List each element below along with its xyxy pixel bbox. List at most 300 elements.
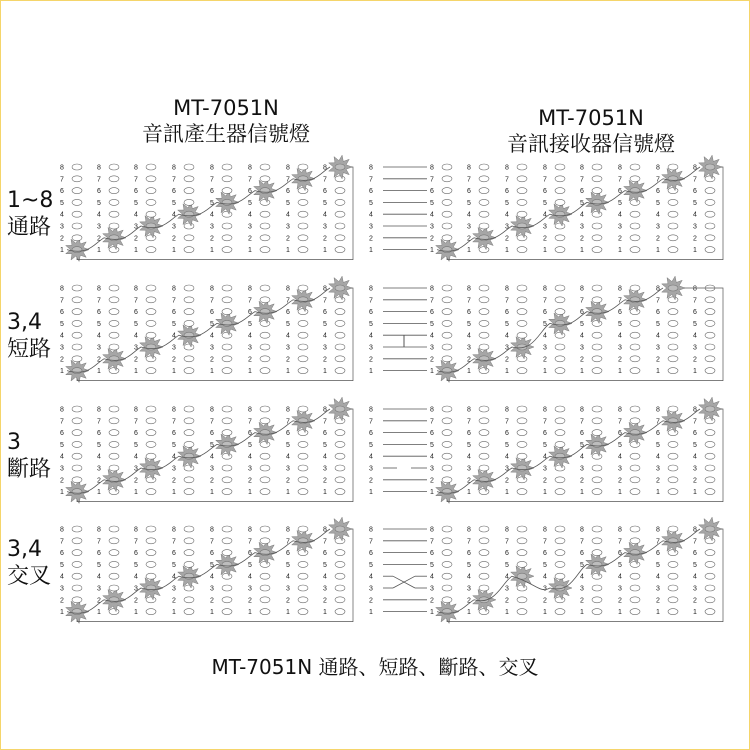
generator-model: MT-7051N	[173, 96, 279, 120]
generator-led	[335, 235, 345, 241]
generator-led	[298, 609, 308, 615]
receiver-pin-number: 8	[618, 406, 622, 414]
cable-left-pin: 5	[369, 199, 373, 207]
generator-led	[222, 235, 232, 241]
receiver-led	[630, 465, 640, 471]
generator-pin-number: 7	[286, 418, 290, 426]
receiver-led	[555, 489, 565, 495]
generator-led	[335, 356, 345, 362]
generator-led	[222, 356, 232, 362]
receiver-pin-number: 5	[430, 199, 434, 207]
generator-led	[146, 585, 156, 591]
generator-led	[72, 465, 82, 471]
receiver-led	[442, 609, 452, 615]
generator-pin-number: 5	[210, 199, 214, 207]
generator-pin-number: 4	[97, 211, 101, 219]
generator-title: 音訊產生器信號燈	[142, 122, 310, 146]
generator-pin-number: 2	[172, 356, 176, 364]
generator-pin-number: 3	[172, 223, 176, 231]
receiver-pin-number: 6	[656, 188, 660, 196]
generator-pin-number: 1	[323, 489, 327, 497]
generator-pin-number: 4	[323, 453, 327, 461]
receiver-led	[517, 441, 527, 447]
receiver-led	[630, 550, 640, 556]
generator-led	[72, 188, 82, 194]
generator-led	[222, 176, 232, 182]
generator-led	[146, 223, 156, 229]
generator-led	[335, 188, 345, 194]
receiver-pin-number: 6	[543, 430, 547, 438]
generator-led	[146, 247, 156, 253]
receiver-led	[517, 164, 527, 170]
receiver-pin-number: 2	[693, 356, 697, 364]
generator-led	[260, 188, 270, 194]
generator-led	[222, 199, 232, 205]
receiver-pin-number: 5	[505, 561, 509, 569]
receiver-led	[592, 465, 602, 471]
receiver-pin-number: 5	[467, 320, 471, 328]
generator-pin-number: 8	[172, 285, 176, 293]
generator-pin-number: 6	[210, 309, 214, 317]
generator-pin-number: 6	[172, 550, 176, 558]
receiver-pin-number: 7	[618, 418, 622, 426]
receiver-pin-number: 3	[656, 223, 660, 231]
receiver-pin-number: 6	[656, 550, 660, 558]
generator-led	[260, 573, 270, 579]
receiver-led	[517, 199, 527, 205]
receiver-led	[555, 309, 565, 315]
generator-pin-number: 2	[134, 356, 138, 364]
receiver-pin-number: 1	[543, 609, 547, 617]
generator-led	[222, 188, 232, 194]
receiver-pin-number: 7	[543, 176, 547, 184]
receiver-pin-number: 8	[505, 285, 509, 293]
receiver-pin-number: 4	[618, 332, 622, 340]
generator-led	[222, 550, 232, 556]
receiver-led	[479, 489, 489, 495]
receiver-led	[592, 235, 602, 241]
receiver-pin-number: 7	[618, 297, 622, 305]
receiver-led	[630, 344, 640, 350]
generator-pin-number: 6	[210, 550, 214, 558]
generator-pin-number: 8	[323, 406, 327, 414]
generator-pin-number: 8	[323, 164, 327, 172]
generator-led	[72, 441, 82, 447]
receiver-led	[630, 247, 640, 253]
receiver-led	[442, 561, 452, 567]
generator-pin-number: 6	[97, 309, 101, 317]
generator-led	[109, 561, 119, 567]
receiver-pin-number: 6	[505, 430, 509, 438]
generator-pin-number: 7	[134, 418, 138, 426]
generator-led	[184, 526, 194, 532]
generator-pin-number: 4	[286, 332, 290, 340]
generator-pin-number: 4	[248, 211, 252, 219]
generator-pin-number: 2	[172, 477, 176, 485]
receiver-led	[442, 309, 452, 315]
receiver-pin-number: 3	[505, 585, 509, 593]
generator-pin-number: 1	[323, 368, 327, 376]
receiver-pin-number: 7	[580, 176, 584, 184]
cable-left-pin: 7	[369, 297, 373, 305]
generator-pin-number: 1	[210, 489, 214, 497]
receiver-led	[630, 164, 640, 170]
generator-pin-number: 5	[323, 199, 327, 207]
generator-led	[260, 356, 270, 362]
receiver-led	[555, 430, 565, 436]
generator-led	[222, 344, 232, 350]
receiver-led	[705, 247, 715, 253]
generator-led	[335, 561, 345, 567]
receiver-led	[442, 585, 452, 591]
receiver-led	[705, 477, 715, 483]
generator-pin-number: 6	[323, 430, 327, 438]
generator-led	[335, 538, 345, 544]
receiver-pin-number: 6	[580, 550, 584, 558]
receiver-pin-number: 3	[580, 344, 584, 352]
generator-pin-number: 8	[60, 164, 64, 172]
receiver-pin-number: 2	[430, 356, 434, 364]
generator-led	[335, 176, 345, 182]
receiver-led	[517, 235, 527, 241]
generator-led	[72, 297, 82, 303]
receiver-pin-number: 3	[693, 465, 697, 473]
generator-led	[222, 585, 232, 591]
receiver-pin-number: 8	[693, 285, 697, 293]
generator-led	[260, 344, 270, 350]
receiver-pin-number: 4	[580, 573, 584, 581]
receiver-pin-number: 1	[618, 489, 622, 497]
receiver-sequence-path	[437, 164, 700, 251]
generator-led	[109, 526, 119, 532]
receiver-pin-number: 3	[580, 585, 584, 593]
generator-pin-number: 4	[172, 332, 176, 340]
receiver-led	[517, 418, 527, 424]
generator-led	[260, 199, 270, 205]
receiver-led	[479, 418, 489, 424]
generator-led	[146, 188, 156, 194]
receiver-pin-number: 7	[467, 538, 471, 546]
receiver-led	[517, 561, 527, 567]
generator-led	[298, 406, 308, 412]
generator-led	[298, 344, 308, 350]
generator-led	[335, 164, 345, 170]
receiver-led	[442, 332, 452, 338]
receiver-led	[668, 430, 678, 436]
generator-pin-number: 8	[210, 285, 214, 293]
receiver-pin-number: 8	[543, 164, 547, 172]
generator-led	[146, 164, 156, 170]
receiver-led	[630, 489, 640, 495]
generator-led	[109, 609, 119, 615]
receiver-pin-number: 5	[430, 561, 434, 569]
receiver-led	[592, 489, 602, 495]
receiver-led	[517, 309, 527, 315]
receiver-led	[517, 285, 527, 291]
receiver-pin-number: 5	[580, 320, 584, 328]
generator-pin-number: 8	[248, 526, 252, 534]
generator-pin-number: 8	[134, 406, 138, 414]
receiver-led	[517, 477, 527, 483]
generator-pin-number: 4	[172, 573, 176, 581]
generator-pin-number: 1	[286, 247, 290, 255]
receiver-led	[555, 573, 565, 579]
generator-led	[335, 550, 345, 556]
generator-pin-number: 8	[172, 406, 176, 414]
receiver-led	[517, 465, 527, 471]
generator-pin-number: 6	[248, 188, 252, 196]
receiver-led	[630, 609, 640, 615]
receiver-led	[705, 332, 715, 338]
generator-pin-number: 8	[97, 526, 101, 534]
receiver-led	[592, 441, 602, 447]
receiver-led	[668, 332, 678, 338]
cable-left-pin: 8	[369, 164, 373, 172]
receiver-pin-number: 1	[693, 368, 697, 376]
cable-left-pin: 6	[369, 550, 373, 558]
generator-led	[146, 418, 156, 424]
generator-led	[146, 453, 156, 459]
generator-pin-number: 7	[286, 538, 290, 546]
cable-left-pin: 6	[369, 430, 373, 438]
generator-led	[184, 211, 194, 217]
cable-left-pin: 7	[369, 538, 373, 546]
receiver-pin-number: 7	[430, 176, 434, 184]
generator-pin-number: 6	[97, 550, 101, 558]
generator-led	[72, 453, 82, 459]
receiver-led	[442, 368, 452, 374]
generator-led	[335, 609, 345, 615]
receiver-led	[630, 309, 640, 315]
receiver-led	[668, 356, 678, 362]
receiver-led	[555, 332, 565, 338]
generator-pin-number: 3	[323, 585, 327, 593]
receiver-led	[630, 418, 640, 424]
receiver-led	[479, 406, 489, 412]
generator-pin-number: 1	[248, 489, 252, 497]
receiver-pin-number: 3	[618, 344, 622, 352]
generator-pin-number: 3	[248, 585, 252, 593]
generator-pin-number: 6	[172, 430, 176, 438]
generator-led	[222, 247, 232, 253]
generator-led	[146, 573, 156, 579]
receiver-pin-number: 3	[430, 344, 434, 352]
receiver-led	[517, 297, 527, 303]
receiver-led	[442, 356, 452, 362]
receiver-pin-number: 3	[693, 223, 697, 231]
generator-led	[109, 176, 119, 182]
receiver-led	[630, 573, 640, 579]
receiver-pin-number: 2	[693, 477, 697, 485]
generator-pin-number: 7	[172, 418, 176, 426]
receiver-led	[479, 320, 489, 326]
receiver-pin-number: 3	[467, 465, 471, 473]
generator-pin-number: 8	[134, 526, 138, 534]
receiver-led	[555, 526, 565, 532]
receiver-led	[705, 211, 715, 217]
receiver-pin-number: 1	[580, 489, 584, 497]
receiver-pin-number: 8	[430, 164, 434, 172]
generator-led	[222, 418, 232, 424]
generator-pin-number: 5	[97, 441, 101, 449]
cable-left-pin: 2	[369, 235, 373, 243]
receiver-led	[630, 597, 640, 603]
generator-pin-number: 1	[97, 489, 101, 497]
receiver-pin-number: 8	[467, 285, 471, 293]
generator-pin-number: 3	[210, 344, 214, 352]
generator-led	[109, 235, 119, 241]
generator-pin-number: 6	[134, 309, 138, 317]
receiver-pin-number: 3	[430, 585, 434, 593]
receiver-pin-number: 8	[618, 164, 622, 172]
receiver-led	[705, 235, 715, 241]
generator-led	[222, 489, 232, 495]
cable-left-pin: 4	[369, 332, 373, 340]
generator-led	[146, 538, 156, 544]
generator-led	[260, 176, 270, 182]
generator-led	[260, 309, 270, 315]
generator-pin-number: 2	[97, 597, 101, 605]
receiver-pin-number: 2	[505, 356, 509, 364]
generator-led	[298, 235, 308, 241]
generator-led	[184, 285, 194, 291]
generator-led	[109, 320, 119, 326]
receiver-led	[592, 430, 602, 436]
receiver-led	[442, 176, 452, 182]
receiver-led	[479, 430, 489, 436]
generator-led	[72, 356, 82, 362]
receiver-led	[555, 297, 565, 303]
generator-led	[298, 597, 308, 603]
receiver-pin-number: 4	[543, 453, 547, 461]
receiver-pin-number: 8	[430, 526, 434, 534]
generator-led	[146, 320, 156, 326]
generator-pin-number: 8	[210, 164, 214, 172]
generator-led	[222, 453, 232, 459]
generator-pin-number: 1	[97, 368, 101, 376]
receiver-pin-number: 7	[580, 538, 584, 546]
receiver-pin-number: 6	[580, 188, 584, 196]
generator-led	[184, 164, 194, 170]
receiver-led	[592, 477, 602, 483]
receiver-pin-number: 3	[618, 223, 622, 231]
receiver-led	[630, 332, 640, 338]
receiver-pin-number: 1	[467, 368, 471, 376]
generator-led	[72, 368, 82, 374]
generator-led	[146, 550, 156, 556]
generator-led	[109, 164, 119, 170]
receiver-led	[668, 597, 678, 603]
receiver-pin-number: 5	[543, 199, 547, 207]
receiver-led	[555, 609, 565, 615]
generator-led	[184, 332, 194, 338]
cable-left-pin: 3	[369, 223, 373, 231]
receiver-led	[555, 368, 565, 374]
receiver-led	[705, 550, 715, 556]
receiver-pin-number: 5	[656, 441, 660, 449]
receiver-pin-number: 1	[543, 489, 547, 497]
cable-left-pin: 5	[369, 320, 373, 328]
receiver-pin-number: 1	[693, 247, 697, 255]
receiver-led	[630, 235, 640, 241]
receiver-led	[668, 489, 678, 495]
generator-pin-number: 7	[286, 297, 290, 305]
generator-led	[335, 309, 345, 315]
receiver-led	[479, 176, 489, 182]
generator-led	[146, 332, 156, 338]
generator-led	[109, 356, 119, 362]
receiver-pin-number: 8	[656, 285, 660, 293]
generator-pin-number: 3	[248, 223, 252, 231]
generator-pin-number: 5	[286, 441, 290, 449]
receiver-pin-number: 4	[430, 573, 434, 581]
receiver-pin-number: 2	[543, 235, 547, 243]
receiver-pin-number: 4	[505, 211, 509, 219]
receiver-pin-number: 5	[580, 441, 584, 449]
generator-pin-number: 7	[97, 418, 101, 426]
receiver-pin-number: 7	[693, 418, 697, 426]
generator-pin-number: 1	[97, 247, 101, 255]
receiver-led	[479, 538, 489, 544]
receiver-led	[592, 526, 602, 532]
generator-led	[72, 176, 82, 182]
receiver-led	[442, 453, 452, 459]
generator-led	[72, 332, 82, 338]
generator-led	[298, 211, 308, 217]
receiver-pin-number: 1	[543, 247, 547, 255]
receiver-led	[555, 477, 565, 483]
receiver-pin-number: 3	[656, 344, 660, 352]
generator-led	[109, 406, 119, 412]
receiver-pin-number: 5	[618, 199, 622, 207]
generator-led	[298, 573, 308, 579]
receiver-pin-number: 4	[543, 211, 547, 219]
receiver-pin-number: 4	[656, 211, 660, 219]
receiver-led	[517, 211, 527, 217]
receiver-led	[555, 356, 565, 362]
receiver-pin-number: 1	[656, 247, 660, 255]
receiver-led	[592, 223, 602, 229]
receiver-title: 音訊接收器信號燈	[507, 132, 675, 156]
generator-pin-number: 3	[97, 344, 101, 352]
generator-led	[72, 430, 82, 436]
receiver-pin-number: 8	[618, 526, 622, 534]
receiver-led	[630, 441, 640, 447]
receiver-pin-number: 2	[543, 597, 547, 605]
receiver-led	[442, 489, 452, 495]
generator-led	[335, 297, 345, 303]
cable-left-pin: 1	[369, 489, 373, 497]
generator-pin-number: 8	[286, 406, 290, 414]
generator-pin-number: 4	[323, 211, 327, 219]
receiver-pin-number: 6	[618, 550, 622, 558]
receiver-pin-number: 1	[505, 489, 509, 497]
receiver-led	[555, 164, 565, 170]
cable-left-pin: 8	[369, 285, 373, 293]
receiver-sequence-path	[437, 526, 700, 613]
generator-led	[260, 609, 270, 615]
row-label-pass: 1~8 通路	[7, 188, 54, 240]
receiver-pin-number: 1	[580, 609, 584, 617]
generator-led	[146, 285, 156, 291]
generator-led	[335, 285, 345, 291]
generator-led	[109, 332, 119, 338]
receiver-led	[668, 453, 678, 459]
generator-pin-number: 2	[248, 477, 252, 485]
receiver-pin-number: 5	[505, 441, 509, 449]
generator-led	[260, 164, 270, 170]
generator-led	[109, 430, 119, 436]
